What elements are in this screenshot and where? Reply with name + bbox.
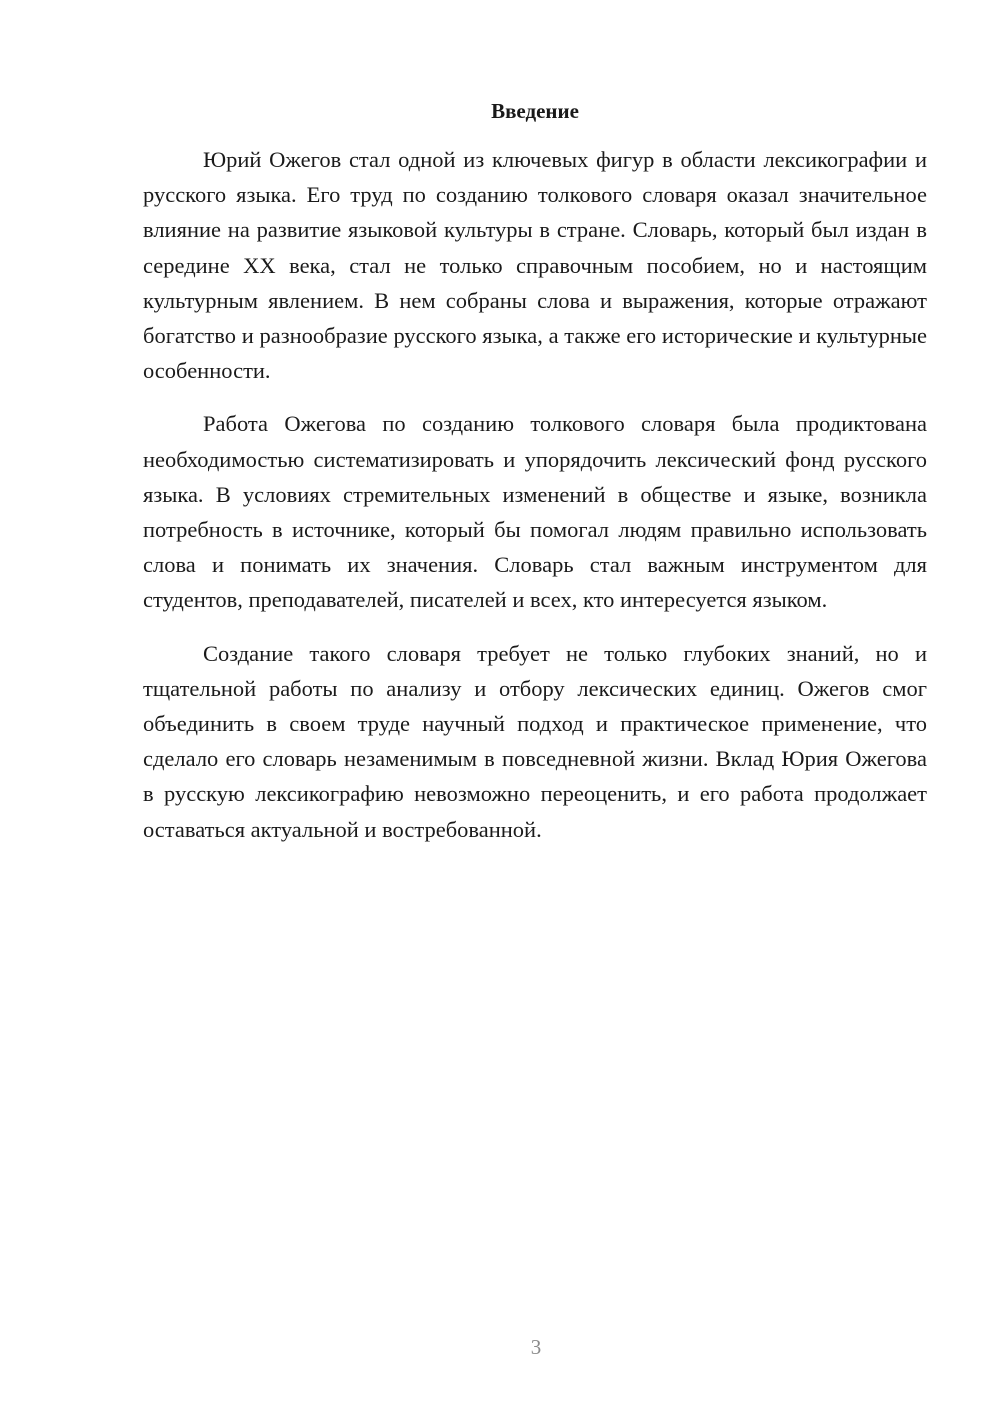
paragraph-2: Работа Ожегова по созданию толкового словаря была продиктована необходимостью систематизировать и упорядочить лексический фонд русского языка. В условиях стремительных изменений в обществе и языке, возникла потребность в источнике, который бы помогал людям правильно использовать слова и понимать их значения. Словарь стал важным инструментом для студентов, преподавателей, писателей и всех, кто интересуется языком. — [143, 411, 927, 613]
paragraph-3: Создание такого словаря требует не только глубоких знаний, но и тщательной работы по анализу и отбору лексических единиц. Ожегов смог объединить в своем труде научный подход и практическое применение, что сделало его словарь незаменимым в повседневной жизни. Вклад Юрия Ожегова в русскую лексикографию невозможно переоценить, и его работа продолжает оставаться актуальной и востребованной. — [143, 640, 927, 842]
section-title: Введение — [491, 99, 579, 123]
paragraph-1: Юрий Ожегов стал одной из ключевых фигур в области лексикографии и русского языка. Его труд по созданию толкового словаря оказал значительное влияние на развитие языковой культуры в стране. Словарь, который был издан в середине XX века, стал не только справочным пособием, но и настоящим культурным явлением. В нем собраны слова и выражения, которые отражают богатство и разнообразие русского языка, а также его исторические и культурные особенности. — [143, 147, 927, 384]
document-body — [143, 142, 927, 865]
page-number: 3 — [530, 1335, 542, 1359]
